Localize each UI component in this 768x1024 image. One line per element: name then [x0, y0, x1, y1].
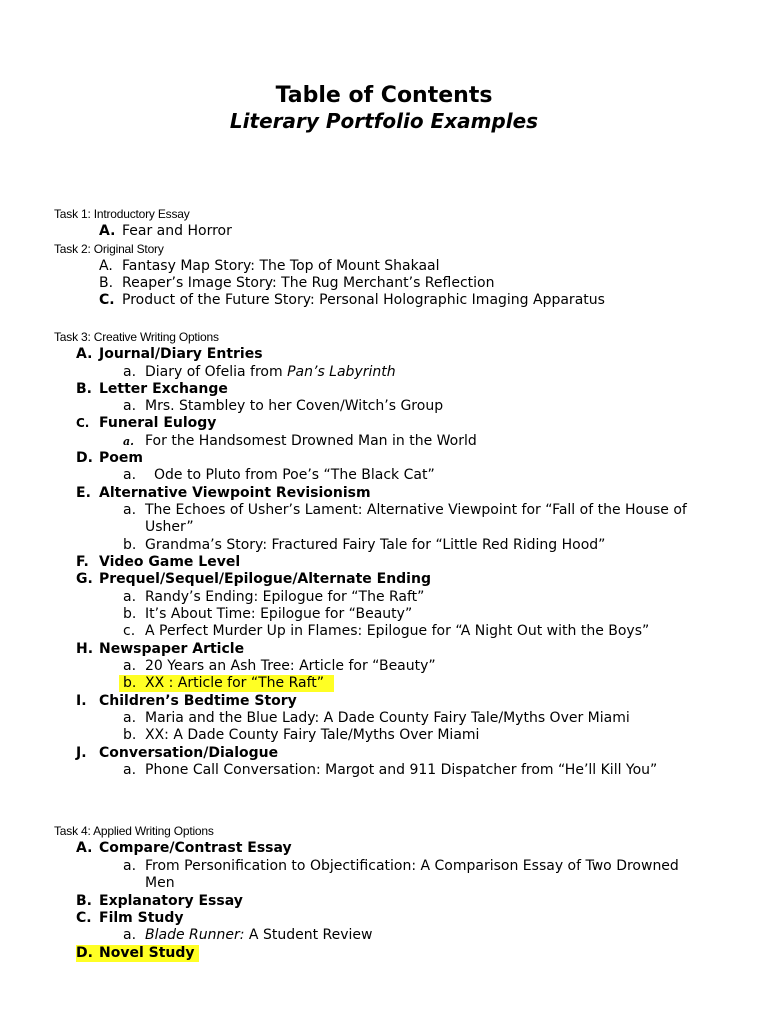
item-text — [145, 927, 372, 944]
item-text: Reaper’s Image Story: The Rug Merchant’s Reflection — [122, 275, 495, 291]
item-marker: a. — [123, 589, 137, 605]
item-text-italic: Pan’s Labyrinth — [287, 364, 396, 380]
item-text: It’s About Time: Epilogue for “Beauty” — [145, 606, 413, 622]
task-2-heading: Task 2: Original Story — [54, 242, 164, 256]
page-title: Table of Contents — [275, 83, 493, 108]
item-text: Maria and the Blue Lady: A Dade County Fairy Tale/Myths Over Miami — [145, 710, 630, 726]
item-text: Ode to Pluto from Poe’s “The Black Cat” — [154, 467, 435, 483]
section-marker: G. — [76, 571, 93, 587]
item-text: Usher” — [145, 519, 194, 535]
section-title: Children’s Bedtime Story — [99, 693, 297, 709]
section-title: Funeral Eulogy — [99, 415, 217, 431]
item-text — [145, 364, 396, 381]
section-title: Conversation/Dialogue — [99, 745, 279, 761]
item-marker: a. — [123, 658, 137, 674]
item-text: Phone Call Conversation: Margot and 911 Dispatcher from “He’ll Kill You” — [145, 762, 658, 778]
item-text: Randy’s Ending: Epilogue for “The Raft” — [145, 589, 425, 605]
section-marker: J. — [76, 745, 87, 761]
item-marker: b. — [123, 675, 137, 691]
section-title: Video Game Level — [99, 554, 241, 570]
section-marker: A. — [76, 840, 93, 856]
section-title: Newspaper Article — [99, 641, 245, 657]
item-marker: b. — [123, 727, 137, 743]
section-marker: F. — [76, 554, 89, 570]
item-text: From Personification to Objectification: A Comparison Essay of Two Drowned — [145, 858, 679, 874]
item-text: Product of the Future Story: Personal Holographic Imaging Apparatus — [122, 292, 605, 308]
item-text: 20 Years an Ash Tree: Article for “Beauty” — [145, 658, 436, 674]
item-marker: b. — [123, 537, 137, 553]
item-marker: a. — [123, 710, 137, 726]
section-title: Alternative Viewpoint Revisionism — [99, 485, 371, 501]
item-marker: a. — [123, 398, 137, 414]
item-marker: A. — [99, 258, 113, 274]
item-text-plain: A Student Review — [244, 927, 373, 943]
item-text: The Echoes of Usher’s Lament: Alternative Viewpoint for “Fall of the House of — [145, 502, 687, 518]
section-marker: C. — [76, 910, 92, 926]
task-1-heading: Task 1: Introductory Essay — [54, 207, 190, 221]
item-text-plain: Diary of Ofelia from — [145, 364, 288, 380]
section-title: Novel Study — [99, 945, 195, 961]
section-marker: B. — [76, 381, 92, 397]
item-marker: a. — [123, 858, 137, 874]
item-text: Grandma’s Story: Fractured Fairy Tale for “Little Red Riding Hood” — [145, 537, 606, 553]
item-marker: A. — [99, 223, 116, 239]
item-marker: a. — [123, 435, 134, 448]
section-marker: I. — [76, 693, 87, 709]
item-marker: a. — [123, 762, 137, 778]
item-text: XX: A Dade County Fairy Tale/Myths Over Miami — [145, 727, 480, 743]
item-text: For the Handsomest Drowned Man in the World — [145, 433, 477, 449]
item-text-italic: Blade Runner: — [145, 927, 245, 943]
task-3-heading: Task 3: Creative Writing Options — [54, 330, 219, 344]
section-title: Explanatory Essay — [99, 893, 243, 909]
task-4-heading: Task 4: Applied Writing Options — [54, 824, 214, 838]
section-marker: C. — [76, 416, 90, 430]
item-marker: B. — [99, 275, 114, 291]
section-marker: E. — [76, 485, 91, 501]
item-text: Mrs. Stambley to her Coven/Witch’s Group — [145, 398, 444, 414]
item-marker: a. — [123, 927, 137, 943]
section-marker: A. — [76, 346, 93, 362]
section-marker: B. — [76, 893, 92, 909]
section-marker: D. — [76, 450, 93, 466]
section-marker: D. — [76, 945, 93, 961]
section-title: Prequel/Sequel/Epilogue/Alternate Ending — [99, 571, 431, 587]
section-title: Compare/Contrast Essay — [99, 840, 292, 856]
item-marker: a. — [123, 364, 137, 380]
section-title: Film Study — [99, 910, 184, 926]
item-marker: a. — [123, 502, 137, 518]
item-text: Men — [145, 875, 175, 891]
section-marker: H. — [76, 641, 94, 657]
item-text: Fantasy Map Story: The Top of Mount Shakaal — [122, 258, 440, 274]
item-text: XX : Article for “The Raft” — [145, 675, 325, 691]
section-title: Poem — [99, 450, 143, 466]
item-marker: a. — [123, 467, 137, 483]
item-marker: C. — [99, 292, 115, 308]
item-text: A Perfect Murder Up in Flames: Epilogue for “A Night Out with the Boys” — [145, 623, 650, 639]
item-text: Fear and Horror — [122, 223, 232, 239]
item-marker: b. — [123, 606, 137, 622]
section-title: Journal/Diary Entries — [99, 346, 263, 362]
section-title: Letter Exchange — [99, 381, 228, 397]
item-marker: c. — [123, 623, 136, 639]
page-subtitle: Literary Portfolio Examples — [229, 109, 539, 133]
